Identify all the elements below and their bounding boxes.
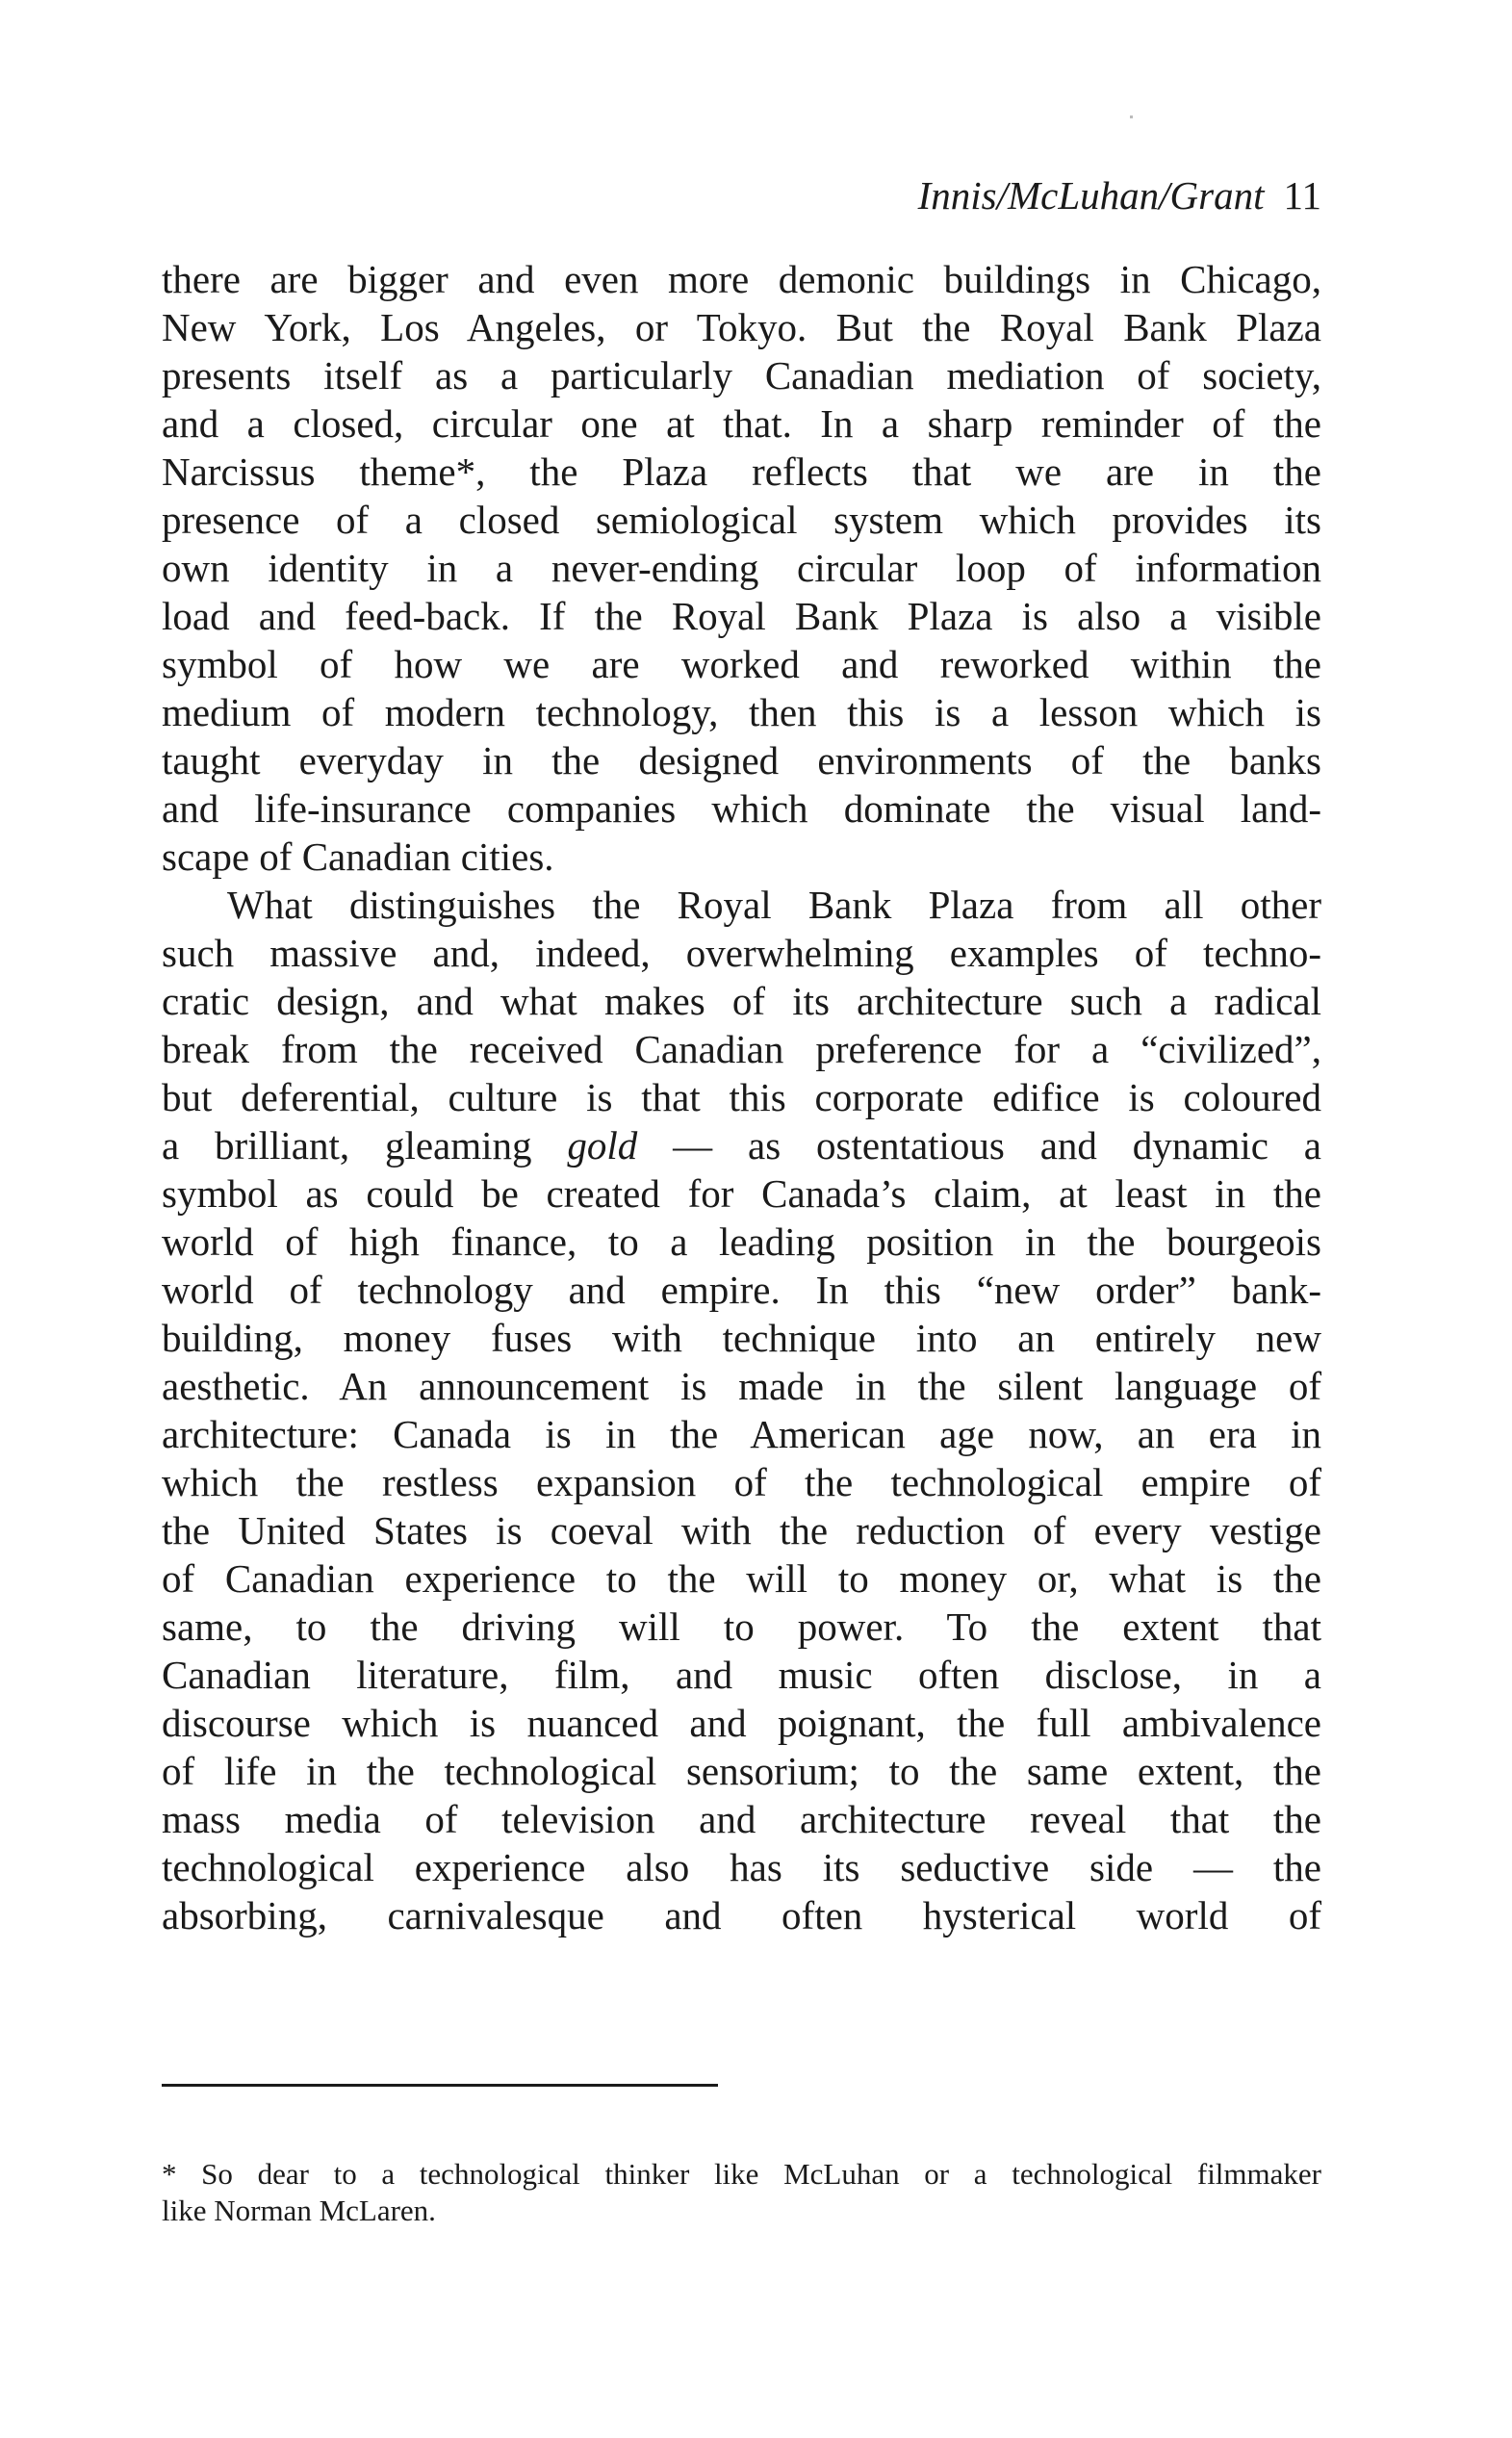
- footnote-divider: [162, 2084, 718, 2087]
- body-line: Canadian literature, film, and music often disclose, in a: [162, 1653, 1321, 1697]
- body-line: aesthetic. An announcement is made in the silent language of: [162, 1364, 1321, 1408]
- body-line: own identity in a never-ending circular loop of information: [162, 546, 1321, 590]
- line-segment: a brilliant, gleaming: [162, 1123, 532, 1168]
- body-line: technological experience also has its seductive side — the: [162, 1845, 1321, 1889]
- line-segment: — as ostentatious and dynamic a: [673, 1123, 1322, 1168]
- body-line: the United States is coeval with the reduction of every vestige: [162, 1508, 1321, 1553]
- body-line: which the restless expansion of the technological empire of: [162, 1460, 1321, 1504]
- body-line: same, to the driving will to power. To the extent that: [162, 1604, 1321, 1649]
- body-line: but deferential, culture is that this corporate edifice is coloured: [162, 1075, 1321, 1119]
- body-line: of Canadian experience to the will to money or, what is the: [162, 1556, 1321, 1601]
- body-line: world of technology and empire. In this “new order” bank-: [162, 1268, 1321, 1312]
- body-line: world of high finance, to a leading position in the bourgeois: [162, 1219, 1321, 1264]
- body-line: scape of Canadian cities.: [162, 834, 554, 879]
- running-header: [162, 171, 1321, 219]
- body-line: load and feed-back. If the Royal Bank Plaza is also a visible: [162, 594, 1321, 638]
- emphasized-word: gold: [567, 1123, 638, 1168]
- footnote-line: like Norman McLaren.: [162, 2194, 436, 2227]
- footnote-line: * So dear to a technological thinker like McLuhan or a technological filmmaker: [162, 2157, 1321, 2191]
- stray-print-mark: [1130, 115, 1133, 118]
- body-line: absorbing, carnivalesque and often hysterical world of: [162, 1893, 1321, 1938]
- body-line: presents itself as a particularly Canadian mediation of society,: [162, 353, 1321, 398]
- page-number: 11: [1283, 173, 1321, 218]
- body-line: symbol of how we are worked and reworked within the: [162, 642, 1321, 686]
- body-line: architecture: Canada is in the American age now, an era in: [162, 1412, 1321, 1456]
- body-line: medium of modern technology, then this is a lesson which is: [162, 690, 1321, 734]
- body-line: presence of a closed semiological system which provides its: [162, 498, 1321, 542]
- body-line: discourse which is nuanced and poignant, the full ambivalence: [162, 1701, 1321, 1745]
- body-line: there are bigger and even more demonic buildings in Chicago,: [162, 257, 1321, 301]
- paragraph-first-line: What distinguishes the Royal Bank Plaza from all other: [227, 883, 1321, 927]
- body-line: break from the received Canadian preference for a “civilized”,: [162, 1027, 1321, 1071]
- body-line: New York, Los Angeles, or Tokyo. But the Royal Bank Plaza: [162, 305, 1321, 349]
- running-title: Innis/McLuhan/Grant: [917, 173, 1265, 218]
- body-line: and a closed, circular one at that. In a sharp reminder of the: [162, 401, 1321, 446]
- body-line: mass media of television and architecture reveal that the: [162, 1797, 1321, 1841]
- body-line: cratic design, and what makes of its architecture such a radical: [162, 979, 1321, 1023]
- body-line: Narcissus theme*, the Plaza reflects that we are in the: [162, 449, 1321, 494]
- body-line: of life in the technological sensorium; to the same extent, the: [162, 1749, 1321, 1793]
- body-line: such massive and, indeed, overwhelming examples of techno-: [162, 931, 1321, 975]
- body-line: taught everyday in the designed environments of the banks: [162, 738, 1321, 783]
- body-line-with-emphasis: [162, 1121, 1321, 1169]
- body-line: building, money fuses with technique into an entirely new: [162, 1316, 1321, 1360]
- body-line: and life-insurance companies which dominate the visual land-: [162, 786, 1321, 831]
- body-line: symbol as could be created for Canada’s claim, at least in the: [162, 1171, 1321, 1216]
